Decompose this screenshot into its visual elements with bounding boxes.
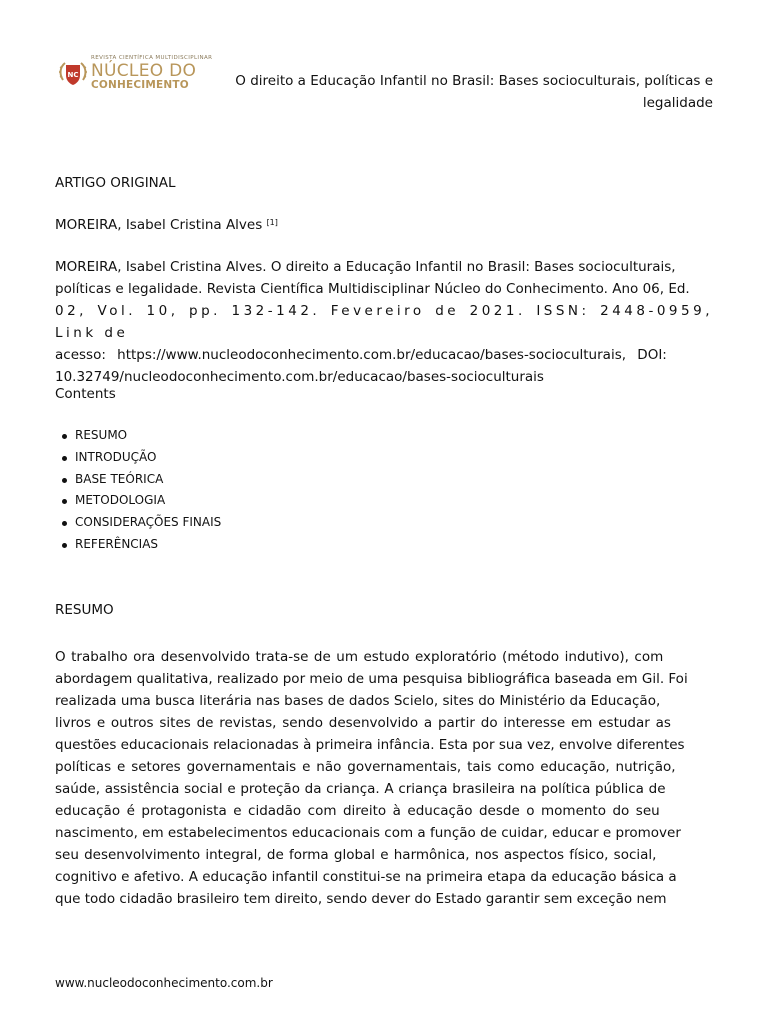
toc-item-metodologia[interactable]: METODOLOGIA (75, 490, 221, 512)
laurel-seal-icon (57, 58, 89, 90)
resumo-paragraph (55, 646, 713, 910)
resumo-line: saúde, assistência social e proteção da criança. A criança brasileira na política pública de (55, 781, 666, 797)
resumo-line: que todo cidadão brasileiro tem direito, sendo dever do Estado garantir sem exceção nem (55, 891, 667, 907)
resumo-line: abordagem qualitativa, realizado por meio de uma pesquisa bibliográfica baseada em Gil. Foi (55, 671, 688, 687)
resumo-line: educação é protagonista e cidadão com direito à educação desde o momento do seu (55, 803, 660, 819)
article-type-label: ARTIGO ORIGINAL (55, 175, 176, 191)
header-title-line2: legalidade (642, 95, 713, 111)
table-of-contents (55, 425, 221, 556)
author-name: MOREIRA, Isabel Cristina Alves (55, 217, 263, 233)
running-header-title (200, 70, 713, 114)
journal-logo (55, 54, 213, 94)
resumo-line: políticas e setores governamentais e não governamentais, tais como educação, nutrição, (55, 759, 676, 775)
author-footnote-link[interactable]: [1] (266, 218, 278, 227)
toc-item-introducao[interactable]: INTRODUÇÃO (75, 447, 221, 469)
contents-heading: Contents (55, 386, 116, 402)
author-line (55, 214, 713, 236)
logo-badge-text: NC (67, 71, 79, 79)
citation-line: políticas e legalidade. Revista Científica Multidisciplinar Núcleo do Conhecimento. Ano 06, Ed. (55, 281, 690, 297)
citation-doi-line[interactable]: 10.32749/nucleodoconhecimento.com.br/educacao/bases-socioculturais (55, 369, 544, 385)
citation-line: 02, Vol. 10, pp. 132-142. Fevereiro de 2021. ISSN: 2448-0959, Link de (55, 303, 713, 341)
logo-line1: NÚCLEO DO (91, 61, 197, 81)
toc-item-consideracoes-finais[interactable]: CONSIDERAÇÕES FINAIS (75, 512, 221, 534)
resumo-line: realizada uma busca literária nas bases de dados Scielo, sites do Ministério da Educação, (55, 693, 661, 709)
resumo-line: questões educacionais relacionadas à primeira infância. Esta por sua vez, envolve diferentes (55, 737, 685, 753)
citation-line: MOREIRA, Isabel Cristina Alves. O direito a Educação Infantil no Brasil: Bases socioculturais, (55, 259, 676, 275)
resumo-line: nascimento, em estabelecimentos educacionais com a função de cuidar, educar e promover (55, 825, 681, 841)
toc-item-resumo[interactable]: RESUMO (75, 425, 221, 447)
resumo-line: cognitivo e afetivo. A educação infantil constitui-se na primeira etapa da educação básica a (55, 869, 677, 885)
citation-link-line[interactable]: acesso: https://www.nucleodoconhecimento.com.br/educacao/bases-socioculturais, DOI: (55, 347, 667, 363)
header-title-line1: O direito a Educação Infantil no Brasil: Bases socioculturais, políticas e (235, 73, 713, 89)
logo-tagline: REVISTA CIENTÍFICA MULTIDISCIPLINAR (91, 55, 213, 61)
toc-item-base-teorica[interactable]: BASE TEÓRICA (75, 469, 221, 491)
footer-site-link[interactable]: www.nucleodoconhecimento.com.br (55, 976, 273, 990)
resumo-heading: RESUMO (55, 602, 114, 618)
resumo-line: O trabalho ora desenvolvido trata-se de um estudo exploratório (método indutivo), com (55, 649, 664, 665)
resumo-line: livros e outros sites de revistas, sendo desenvolvido a partir do interesse em estudar as (55, 715, 671, 731)
citation-block (55, 256, 713, 388)
resumo-line: seu desenvolvimento integral, de forma global e harmônica, nos aspectos físico, social, (55, 847, 657, 863)
toc-item-referencias[interactable]: REFERÊNCIAS (75, 534, 221, 556)
logo-line2: CONHECIMENTO (91, 79, 189, 91)
